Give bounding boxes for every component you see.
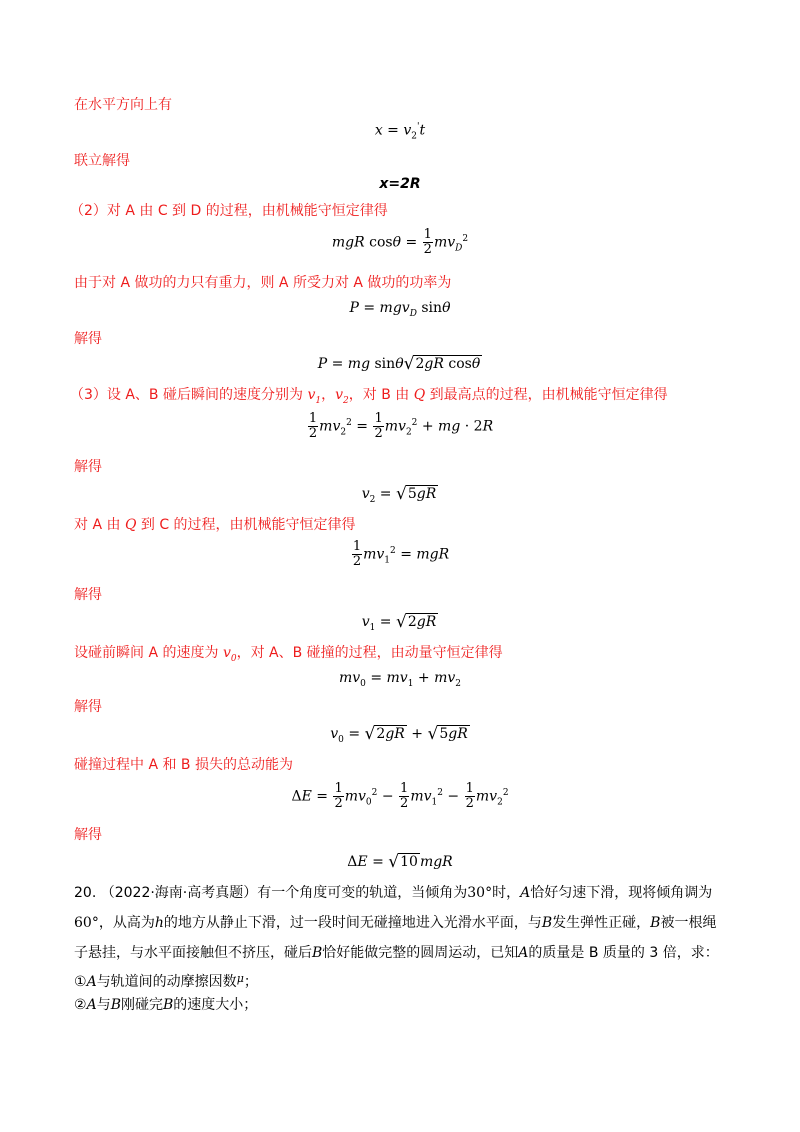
equation-energy-b: $\frac{1}{2}$ $mv_2^2$ = $\frac{1}{2}$ $mv_2^2$ + mg · 2R bbox=[308, 411, 494, 441]
text-solve-5: 解得 bbox=[74, 827, 102, 843]
equation-energy-cd: mgR cosθ = $\frac{1}{2}$ $mv_D^2$ bbox=[331, 227, 469, 257]
text-combine-solve: 联立解得 bbox=[74, 153, 130, 169]
text-solve-3: 解得 bbox=[74, 587, 102, 603]
equation-energy-loss-result: ΔE = √10 mgR bbox=[347, 852, 453, 872]
equation-v0-result: $v_0 = √2gR + √5gR$ bbox=[330, 724, 468, 745]
text-kinetic-loss: 碰撞过程中 A 和 B 损失的总动能为 bbox=[74, 757, 293, 773]
text-solve-1: 解得 bbox=[74, 331, 102, 347]
text-solve-2: 解得 bbox=[74, 459, 102, 475]
text-a-q-to-c: 对 A 由 Q 到 C 的过程，由机械能守恒定律得 bbox=[74, 517, 356, 533]
text-gravity-power: 由于对 A 做功的力只有重力，则 A 所受力对 A 做功的功率为 bbox=[74, 275, 452, 291]
text-solve-4: 解得 bbox=[74, 699, 102, 715]
equation-x-v2t: $x = v_2't$ bbox=[374, 122, 426, 142]
equation-energy-a: $\frac{1}{2}$ $mv_1^2$ = mgR bbox=[352, 539, 450, 569]
question-20-line-1: 20. （2022·海南·高考真题）有一个角度可变的轨道，当倾角为30°时，A恰好匀速下滑，现将倾角调为 bbox=[74, 885, 713, 901]
equation-energy-loss: ΔE = $\frac{1}{2}$ $mv_0^2$ − $\frac{1}{2}$ $mv_1^2$ − $\frac{1}{2}$ $mv_2^2$ bbox=[291, 781, 509, 811]
equation-v2-result: $v_2 = √5gR$ bbox=[361, 484, 437, 505]
result-x-2r: x=2R bbox=[379, 176, 421, 192]
text-horizontal-direction: 在水平方向上有 bbox=[74, 97, 172, 113]
equation-power-result: P = mg sinθ√2gR cosθ bbox=[317, 354, 481, 374]
part-2-heading: （2）对 A 由 C 到 D 的过程，由机械能守恒定律得 bbox=[70, 203, 388, 219]
question-20-line-2: 60°，从高为h的地方从静止下滑，过一段时间无碰撞地进入光滑水平面，与B发生弹性正碰，B被一根绳 bbox=[74, 915, 717, 931]
equation-v1-result: $v_1 = √2gR$ bbox=[361, 612, 437, 633]
question-20-item-2: ②A与B刚碰完B的速度大小； bbox=[74, 997, 258, 1013]
text-momentum-setup: 设碰前瞬间 A 的速度为 $v_0$，对 A、B 碰撞的过程，由动量守恒定律得 bbox=[74, 645, 503, 664]
equation-power: P = mgv$_D$ sinθ bbox=[349, 300, 451, 319]
part-3-heading: （3）设 A、B 碰后瞬间的速度分别为 $v_1$，$v_2$，对 B 由 Q 到最高点的过程，由机械能守恒定律得 bbox=[70, 387, 668, 406]
equation-momentum: $mv_0 = mv_1 + mv_2$ bbox=[338, 670, 462, 689]
question-20-item-1: ①A与轨道间的动摩擦因数$^\mu$； bbox=[74, 972, 258, 990]
question-20-line-3: 子悬挂，与水平面接触但不挤压，碰后B恰好能做完整的圆周运动，已知A的质量是 B 质量的 3 倍，求： bbox=[74, 945, 719, 961]
